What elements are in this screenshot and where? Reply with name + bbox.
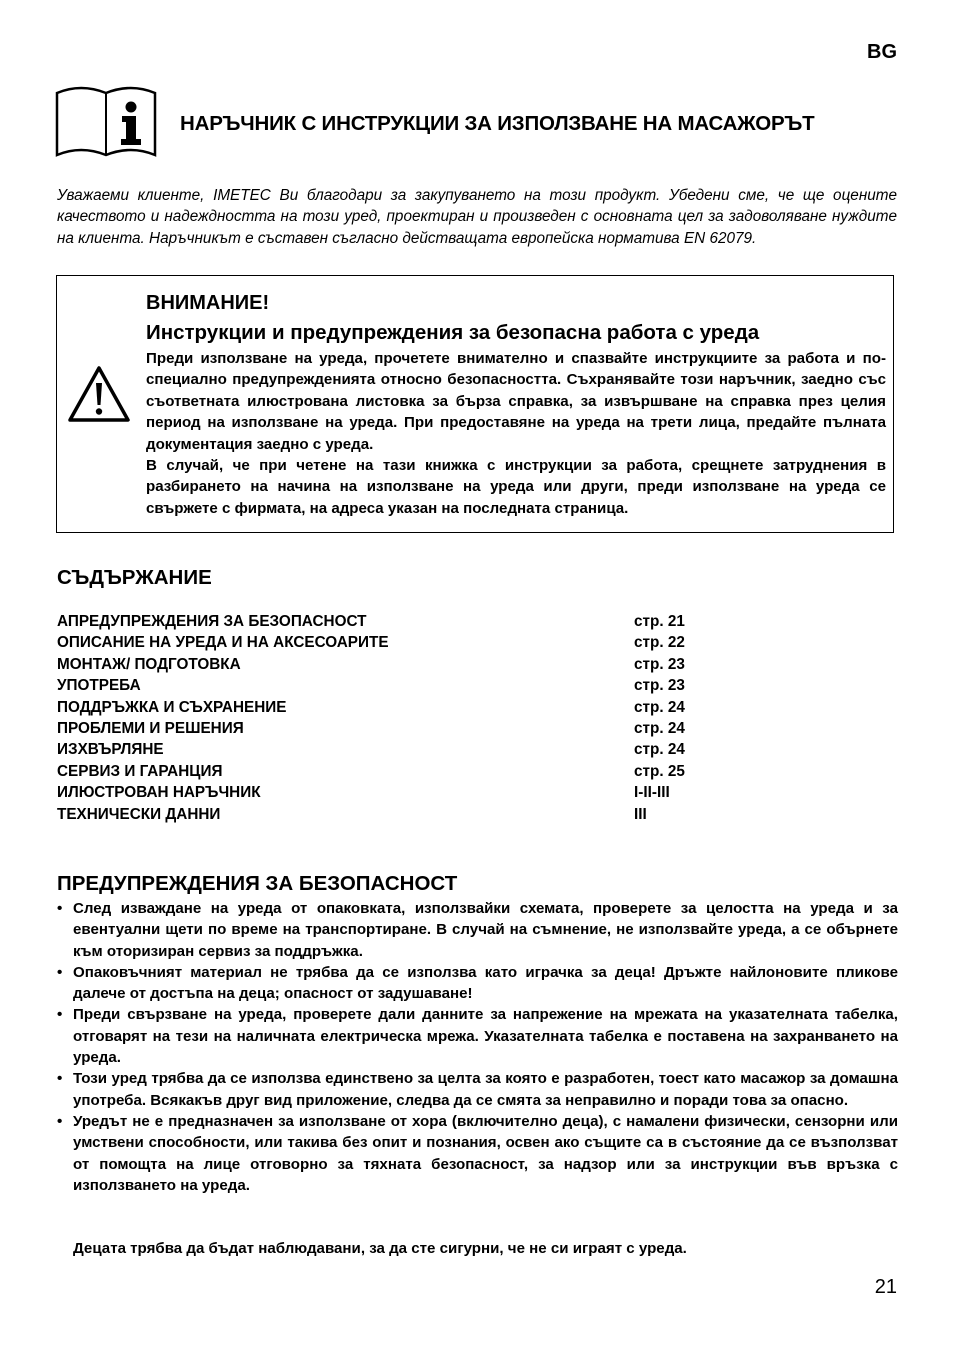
toc-row: [57, 654, 757, 675]
warning-paragraph: В случай, че при четене на тази книжка с инструкции за работа, срещнете затруднения в разбирането на начина на използване на уреда или други, преди използване на уреда се свържете с фирмата, на адреса указан на последната страница.: [146, 457, 886, 517]
toc-page: III: [634, 805, 647, 823]
safety-heading: ПРЕДУПРЕЖДЕНИЯ ЗА БЕЗОПАСНОСТ: [57, 872, 458, 895]
warning-subheading: Инструкции и предупреждения за безопасна работа с уреда: [146, 321, 760, 344]
info-book-icon: [55, 83, 157, 159]
list-item: [57, 962, 898, 1005]
bullet: •: [57, 963, 63, 981]
warning-paragraph: Преди използване на уреда, прочетете внимателно и спазвайте инструкциите за работа и по-специално предупрежденията относно безопасността. Съхранявайте този наръчник, заедно със съответната илюстрована листовка за бърза справка, за извършване на справка през целия период на използване на уреда. При предоставяне на уреда на трети лица, предайте пълната документация заедно с уреда.: [146, 350, 886, 453]
children-note: Децата трябва да бъдат наблюдавани, за да сте сигурни, че не си играят с уреда.: [73, 1240, 687, 1257]
toc-row: [57, 632, 757, 653]
toc-title: ПОДДРЪЖКА И СЪХРАНЕНИЕ: [57, 698, 287, 716]
toc-title: ПРОБЛЕМИ И РЕШЕНИЯ: [57, 719, 244, 737]
contents-heading: СЪДЪРЖАНИЕ: [57, 566, 212, 589]
toc-page: стр. 24: [634, 741, 685, 759]
toc-page: стр. 24: [634, 719, 685, 737]
warning-body: [146, 348, 886, 519]
toc-title: СЕРВИЗ И ГАРАНЦИЯ: [57, 762, 223, 780]
toc-row: [57, 675, 757, 696]
bullet: •: [57, 1070, 63, 1088]
toc-row: [57, 611, 757, 632]
toc-title: ИЗХВЪРЛЯНЕ: [57, 741, 164, 759]
toc-page: стр. 22: [634, 634, 685, 652]
list-item: [57, 1068, 898, 1111]
bullet: •: [57, 900, 63, 917]
toc-page: I-II-III: [634, 784, 670, 802]
list-item-text: Този уред трябва да се използва единствено за целта за която е разработен, тоест като масажор за домашна употреба. Всякакъв друг вид приложение, следва да се смята за неправилно и поради това за опасно.: [73, 1070, 898, 1109]
toc-row: [57, 697, 757, 718]
safety-list: [57, 898, 898, 1196]
warning-heading: ВНИМАНИЕ!: [146, 292, 270, 314]
list-item-text: Опаковъчният материал не трябва да се използва като играчка за деца! Дръжте найлоновите пликове далече от достъпа на деца; опасност от задушаване!: [73, 963, 898, 1003]
table-of-contents: [57, 611, 757, 825]
toc-title: ТЕХНИЧЕСКИ ДАННИ: [57, 805, 221, 823]
language-code: BG: [867, 41, 897, 63]
toc-row: [57, 782, 757, 803]
toc-title: УПОТРЕБА: [57, 677, 141, 695]
toc-row: [57, 804, 757, 825]
list-item: [57, 1004, 898, 1068]
toc-page: стр. 21: [634, 613, 685, 630]
bullet: •: [57, 1006, 63, 1024]
toc-row: [57, 761, 757, 782]
bullet: •: [57, 1112, 63, 1130]
list-item-text: Уредът не е предназначен за използване от хора (включително деца), с намалени физически, сензорни или умствени способности, или такива без опит и познания, освен ако същите са в състояние да се възползват от помощта на лице отговорно за тяхната безопасност, за надзор или за инструкции във връзка с използването на уреда.: [73, 1112, 898, 1194]
toc-title: АПРЕДУПРЕЖДЕНИЯ ЗА БЕЗОПАСНОСТ: [57, 613, 367, 630]
toc-page: стр. 25: [634, 762, 685, 780]
toc-page: стр. 24: [634, 698, 685, 716]
toc-row: [57, 718, 757, 739]
list-item: [57, 898, 898, 962]
toc-title: ОПИСАНИЕ НА УРЕДА И НА АКСЕСОАРИТЕ: [57, 634, 389, 652]
warning-triangle-icon: [67, 365, 131, 423]
list-item-text: Преди свързване на уреда, проверете дали данните за напрежение на мрежата на указателната табелка, отговарят на тези на наличната електрическа мрежа. Указателната табелка е поставена на захранването на уреда.: [73, 1006, 898, 1067]
toc-page: стр. 23: [634, 677, 685, 695]
list-item: [57, 1111, 898, 1196]
toc-page: стр. 23: [634, 655, 685, 673]
toc-title: ИЛЮСТРОВАН НАРЪЧНИК: [57, 784, 261, 802]
document-title: НАРЪЧНИК С ИНСТРУКЦИИ ЗА ИЗПОЛЗВАНЕ НА МАСАЖОРЪТ: [180, 112, 815, 135]
toc-title: МОНТАЖ/ ПОДГОТОВКА: [57, 655, 241, 673]
toc-row: [57, 739, 757, 760]
page-number: 21: [874, 1276, 897, 1298]
intro-paragraph: Уважаеми клиенте, IMETEC Ви благодари за закупуването на този продукт. Убедени сме, че ще оцените качеството и надеждността на този уред, проектиран и произведен с основната цел за задоволяване нуждите на клиента. Наръчникът е съставен съгласно действащата европейска норматива EN 62079.: [57, 187, 897, 247]
list-item-text: След изваждане на уреда от опаковката, използвайки схемата, проверете за целостта на уреда и за евентуални щети по време на транспортиране. В случай на съмнение, не използвайте уреда, а се обърнете към оторизиран сервиз за поддръжка.: [73, 900, 898, 960]
